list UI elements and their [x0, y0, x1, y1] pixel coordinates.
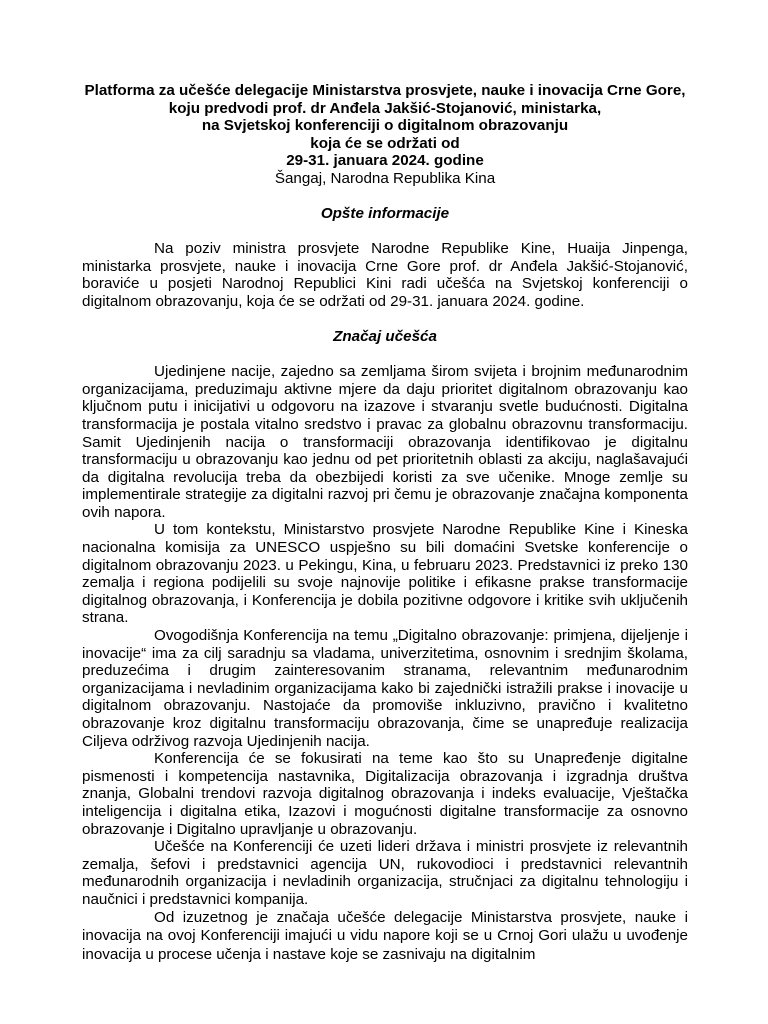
significance-paragraph-6: Od izuzetnog je značaja učešće delegacije Ministarstva prosvjete, nauke i inovacija na ovoj Konferenciji imajući u vidu napore koji se u Crnoj Gori ulažu u uvođenje inovacija u procese učenja i nastave koje se zasnivaju na digitalnim [82, 908, 688, 963]
title-line-3: koja će se održati od [310, 134, 460, 152]
significance-paragraph-1: Ujedinjene nacije, zajedno sa zemljama širom svijeta i brojnim međunarodnim organizacijama, preduzimaju aktivne mjere da daju prioritet digitalnom obrazovanju kao ključnom putu i inicijativi u odgovoru na izazove i stvaranju svetle budućnosti. Digitalna transformacija je postala vitalno sredstvo i pravac za globalnu obrazovnu transformaciju. Samit Ujedinjenih nacija o transformaciji obrazovanja identifikovao je digitalnu transformaciju u obrazovanju kao jednu od pet prioritetnih oblasti za akciju, naglašavajući da digitalna revolucija treba da obezbijedi koristi za sve učenike. Mnoge zemlje su implementirale strategije za digitalni razvoj pri čemu je obrazovanje značajna komponenta ovih napora. [82, 363, 688, 521]
significance-paragraph-5: Učešće na Konferenciji će uzeti lideri država i ministri prosvjete iz relevantnih zemalja, šefovi i predstavnici agencija UN, rukovodioci i predstavnici relevantnih međunarodnih organizacija i nevladinih organizacija, stručnjaci za digitalnu tehnologiju i naučnici i predstavnici kompanija. [82, 838, 688, 908]
document-title-block [82, 82, 688, 188]
heading-general-information: Opšte informacije [320, 204, 450, 222]
significance-paragraph-2: U tom kontekstu, Ministarstvo prosvjete Narodne Republike Kine i Kineska nacionalna komisija za UNESCO uspješno su bili domaćini Svetske konferencije o digitalnom obrazovanju 2023. u Pekingu, Kina, u februaru 2023. Predstavnici iz preko 130 zemalja i regiona podijelili su svoje najnovije politike i efikasne prakse transformacije digitalnog obrazovanja, i Konferencija je dobila pozitivne odgovore i kritike svih uključenih strana. [82, 521, 688, 627]
title-line-2: na Svjetskoj konferenciji o digitalnom obrazovanju [201, 117, 569, 135]
general-paragraph: Na poziv ministra prosvjete Narodne Republike Kine, Huaija Jinpenga, ministarka prosvjete, nauke i inovacija Crne Gore prof. dr Anđela Jakšić-Stojanović, boraviće u posjeti Narodnoj Republici Kini radi učešća na Svjetskoj konferenciji o digitalnom obrazovanju, koja će se održati od 29-31. januara 2024. godine. [82, 240, 688, 310]
significance-paragraph-3: Ovogodišnja Konferencija na temu „Digitalno obrazovanje: primjena, dijeljenje i inovacije“ ima za cilj saradnju sa vladama, univerzitetima, osnovnim i srednjim školama, preduzećima i drugim zainteresovanim stranama, relevantnim međunarodnim organizacijama i nevladinim organizacijama kako bi zajednički istražili prakse i inovacije u digitalnom obrazovanju. Nastojaće da promoviše inkluzivno, pravično i kvalitetno obrazovanje kroz digitalnu transformaciju obrazovanja, čime se unapređuje realizacija Ciljeva održivog razvoja Ujedinjenih nacija. [82, 627, 688, 750]
title-location: Šangaj, Narodna Republika Kina [274, 169, 496, 187]
significance-paragraph-4: Konferencija će se fokusirati na teme kao što su Unapređenje digitalne pismenosti i kompetencija nastavnika, Digitalizacija obrazovanja i izgradnja društva znanja, Globalni trendovi razvoja digitalnog obrazovanja i indeks evaluacije, Vještačka inteligencija i digitalna etika, Izazovi i mogućnosti digitalne transformacije za osnovno obrazovanje i Digitalno upravljanje u obrazovanju. [82, 750, 688, 838]
title-line-1: Platforma za učešće delegacije Ministarstva prosvjete, nauke i inovacija Crne Gore, koju predvodi prof. dr Anđela Jakšić-Stojanović, ministarka, [84, 82, 686, 117]
heading-significance: Značaj učešća [333, 327, 437, 345]
title-date: 29-31. januara 2024. godine [286, 152, 484, 170]
